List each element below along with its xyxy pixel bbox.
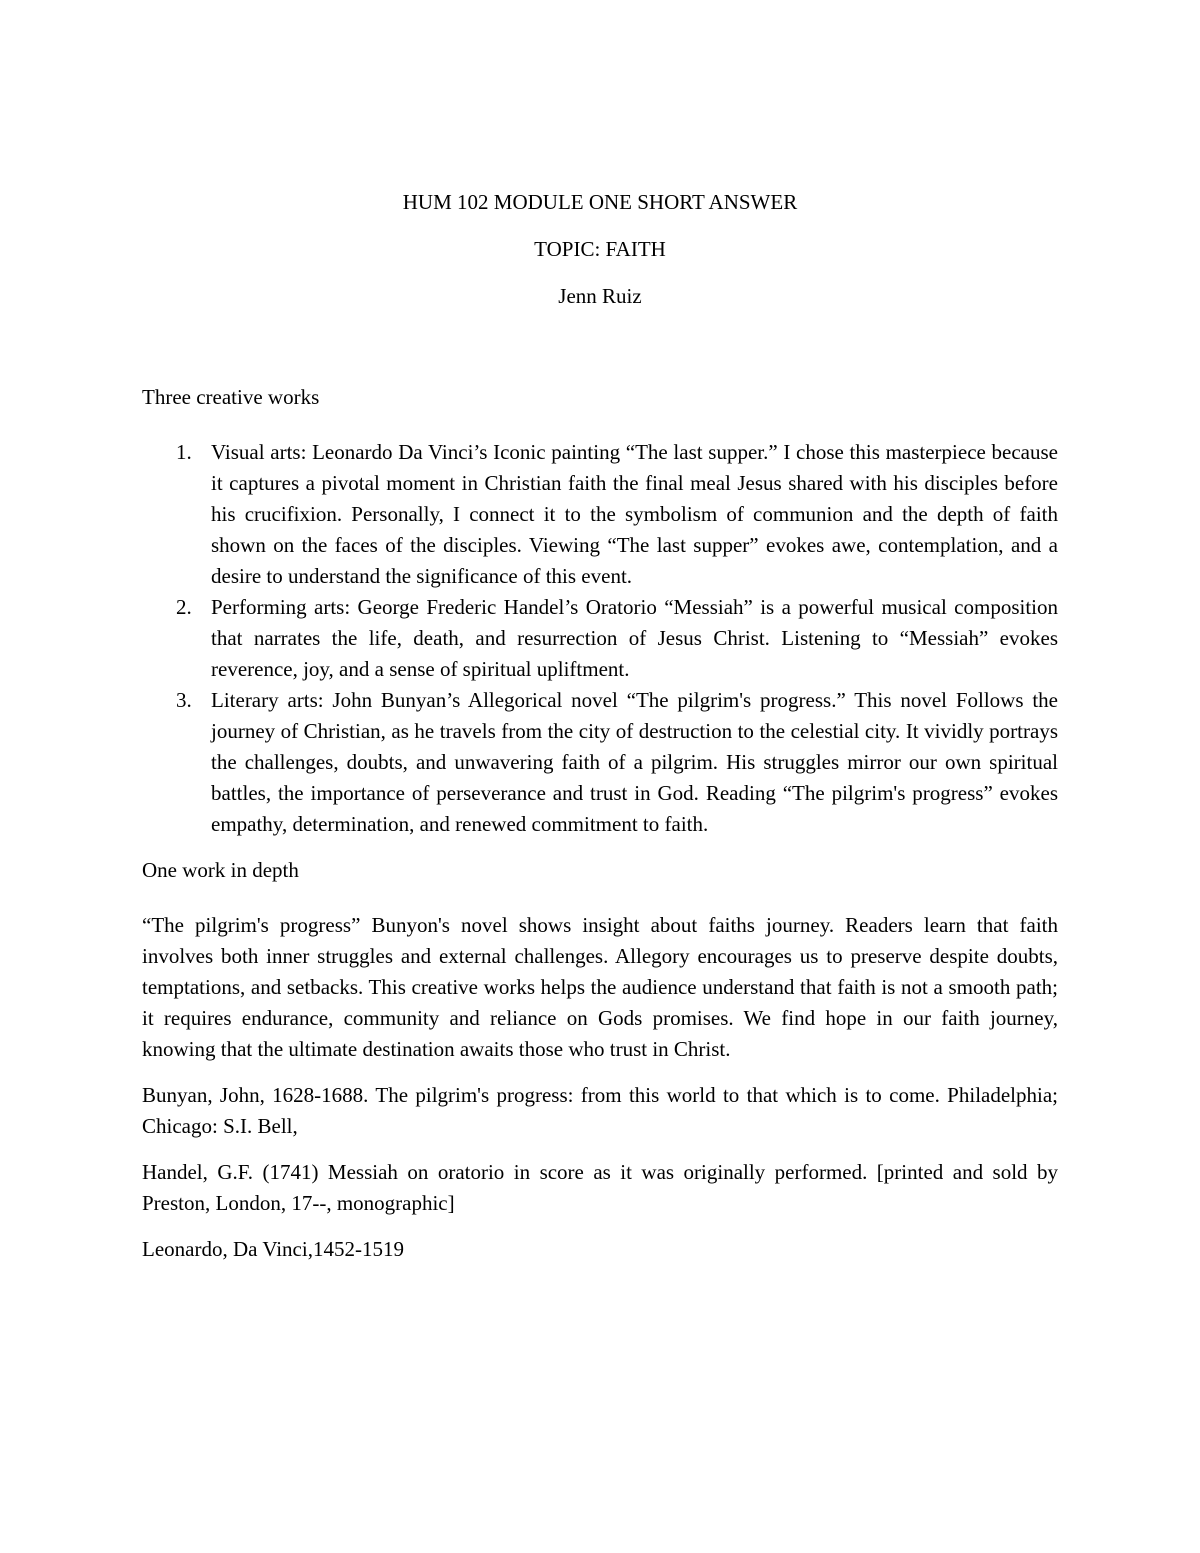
list-item-number: 2.: [176, 595, 192, 619]
document-topic: TOPIC: FAITH: [534, 237, 666, 261]
list-item: [142, 592, 1058, 685]
reference-handel: Handel, G.F. (1741) Messiah on oratorio in score as it was originally performed. [printed and sold by Preston, London, 17--, monographic]: [142, 1160, 1058, 1215]
works-list: [142, 437, 1058, 840]
reference-bunyan: Bunyan, John, 1628-1688. The pilgrim's progress: from this world to that which is to come. Philadelphia; Chicago: S.I. Bell,: [142, 1083, 1058, 1138]
list-item: [142, 437, 1058, 592]
reference-leonardo: Leonardo, Da Vinci,1452-1519: [142, 1237, 404, 1261]
depth-paragraph: “The pilgrim's progress” Bunyon's novel shows insight about faiths journey. Readers learn that faith involves both inner struggles and external challenges. Allegory encourages us to preserve despite doubts, temptations, and setbacks. This creative works helps the audience understand that faith is not a smooth path; it requires endurance, community and reliance on Gods promises. We find hope in our faith journey, knowing that the ultimate destination awaits those who trust in Christ.: [142, 913, 1058, 1061]
document-body: [142, 187, 1058, 1280]
list-item-number: 3.: [176, 688, 192, 712]
document-title: HUM 102 MODULE ONE SHORT ANSWER: [402, 190, 798, 214]
list-item-text: Literary arts: John Bunyan’s Allegorical novel “The pilgrim's progress.” This novel Follows the journey of Christian, as he travels from the city of destruction to the celestial city. It vividly portrays the challenges, doubts, and unwavering faith of a pilgrim. His struggles mirror our own spiritual battles, the importance of perseverance and trust in God. Reading “The pilgrim's progress” evokes empathy, determination, and renewed commitment to faith.: [211, 688, 1058, 836]
list-item-text: Visual arts: Leonardo Da Vinci’s Iconic painting “The last supper.” I chose this masterpiece because it captures a pivotal moment in Christian faith the final meal Jesus shared with his disciples before his crucifixion. Personally, I connect it to the symbolism of communion and the depth of faith shown on the faces of the disciples. Viewing “The last supper” evokes awe, contemplation, and a desire to understand the significance of this event.: [211, 440, 1058, 588]
document-author: Jenn Ruiz: [558, 284, 642, 308]
list-item-number: 1.: [176, 440, 192, 464]
section-heading-three-works: Three creative works: [142, 385, 320, 409]
section-heading-one-work: One work in depth: [142, 858, 299, 882]
list-item-text: Performing arts: George Frederic Handel’s Oratorio “Messiah” is a powerful musical composition that narrates the life, death, and resurrection of Jesus Christ. Listening to “Messiah” evokes reverence, joy, and a sense of spiritual upliftment.: [211, 595, 1058, 681]
list-item: [142, 685, 1058, 840]
